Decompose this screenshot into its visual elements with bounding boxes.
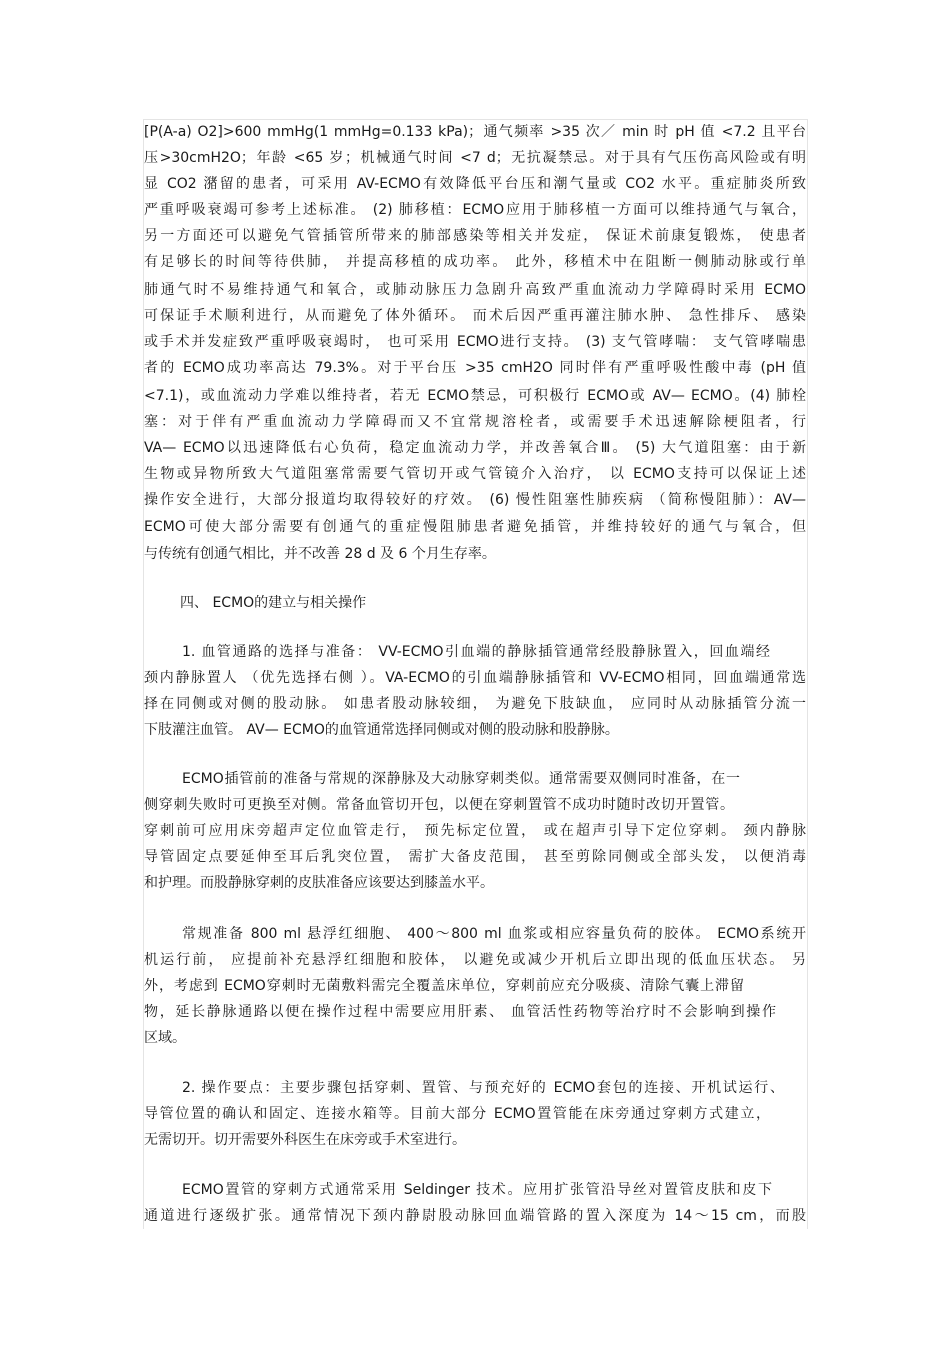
text-line: 操作安全进行，大部分报道均取得较好的疗效。 (6) 慢性阻塞性肺疾病 （简称慢阻肺）：AV— — [144, 492, 806, 508]
text-line: VA— ECMO以迅速降低右心负荷，稳定血流动力学，并改善氧合Ⅲ。 (5) 大气道阻塞：由于新 — [144, 440, 806, 456]
text-line: 者的 ECMO成功率高达 79.3%。对于平台压 >35 cmH2O 同时伴有严重呼吸性酸中毒 (pH 值 — [144, 360, 806, 376]
text-line: 与传统有创通气相比，并不改善 28 d 及 6 个月生存率。 — [144, 546, 496, 562]
text-line: 择在同侧或对侧的股动脉。 如患者股动脉较细， 为避免下肢缺血， 应同时从动脉插管分流一 — [144, 696, 806, 712]
text-line: 2. 操作要点：主要步骤包括穿刺、置管、与预充好的 ECMO套包的连接、开机试运行、 — [182, 1080, 784, 1096]
text-line: 外，考虑到 ECMO穿刺时无菌敷料需完全覆盖床单位，穿刺前应充分吸痰、清除气囊上滞留 — [144, 978, 744, 994]
text-line: 肺通气时不易维持通气和氧合，或肺动脉压力急剧升高致严重血流动力学障碍时采用 ECMO — [144, 282, 806, 298]
text-line: ECMO置管的穿刺方式通常采用 Seldinger 技术。应用扩张管沿导丝对置管皮肤和皮下 — [182, 1182, 772, 1198]
text-line: 颈内静脉置人 （优先选择右侧 ）。VA-ECMO的引血端静脉插管和 VV-ECMO相同，回血端通常选 — [144, 670, 806, 686]
text-line: 可保证手术顺利进行，从而避免了体外循环。 而术后因严重再灌注肺水肿、 急性排斥、 感染 — [144, 308, 806, 324]
text-line: 区域。 — [144, 1030, 186, 1046]
text-line: 严重呼吸衰竭可参考上述标准。 (2) 肺移植：ECMO应用于肺移植一方面可以维持通气与氧合， — [144, 202, 806, 218]
section-heading: 四、 ECMO的建立与相关操作 — [180, 595, 367, 611]
text-line: 导管固定点要延伸至耳后乳突位置， 需扩大备皮范围， 甚至剪除同侧或全部头发， 以便消毒 — [144, 849, 806, 865]
page-frame-top — [143, 119, 808, 120]
text-line: 压>30cmH2O；年龄 <65 岁；机械通气时间 <7 d；无抗凝禁忌。对于具有气压伤高风险或有明 — [144, 150, 806, 166]
text-line: 侧穿刺失败时可更换至对侧。常备血管切开包，以便在穿刺置管不成功时随时改切开置管。 — [144, 797, 734, 813]
text-line: [P(A-a) O2]>600 mmHg(1 mmHg=0.133 kPa)；通气频率 >35 次／ min 时 pH 值 <7.2 且平台 — [144, 124, 806, 140]
text-line: 有足够长的时间等待供肺， 并提高移植的成功率。 此外，移植术中在阻断一侧肺动脉或行单 — [144, 254, 806, 270]
text-line: ECMO插管前的准备与常规的深静脉及大动脉穿刺类似。通常需要双侧同时准备，在一 — [182, 771, 740, 787]
text-line: 无需切开。切开需要外科医生在床旁或手术室进行。 — [144, 1132, 466, 1148]
text-line: 通道进行逐级扩张。通常情况下颈内静尉股动脉回血端管路的置入深度为 14～15 cm，而股 — [144, 1208, 806, 1224]
text-line: <7.1)，或血流动力学难以维持者，若无 ECMO禁忌，可积极行 ECMO或 AV— ECMO。(4) 肺栓 — [144, 388, 806, 404]
text-line: 穿刺前可应用床旁超声定位血管走行， 预先标定位置， 或在超声引导下定位穿刺。 颈内静脉 — [144, 823, 806, 839]
text-line: 另一方面还可以避免气管插管所带来的肺部感染等相关并发症， 保证术前康复锻炼， 使患者 — [144, 228, 806, 244]
text-line: 机运行前， 应提前补充悬浮红细胞和胶体， 以避免或减少开机后立即出现的低血压状态。 另 — [144, 952, 806, 968]
text-line: 塞：对于伴有严重血流动力学障碍而又不宜常规溶栓者，或需要手术迅速解除梗阻者，行 — [144, 414, 806, 430]
text-line: 和护理。而股静脉穿刺的皮肤准备应该要达到膝盖水平。 — [144, 875, 494, 891]
page-frame-right — [807, 119, 808, 1229]
text-line: 或手术并发症致严重呼吸衰竭时， 也可采用 ECMO进行支持。 (3) 支气管哮喘： 支气管哮喘患 — [144, 334, 806, 350]
text-line: 生物或异物所致大气道阻塞常需要气管切开或气管镜介入治疗， 以 ECMO支持可以保证上述 — [144, 466, 806, 482]
text-line: 1. 血管通路的选择与准备： VV-ECMO引血端的静脉插管通常经股静脉置入，回血端经 — [182, 644, 770, 660]
text-line: 下肢灌注血管。 AV— ECMO的血管通常选择同侧或对侧的股动脉和股静脉。 — [144, 722, 619, 738]
text-line: 常规准备 800 ml 悬浮红细胞、 400～800 ml 血浆或相应容量负荷的胶体。 ECMO系统开 — [182, 926, 806, 942]
text-line: 导管位置的确认和固定、连接水箱等。目前大部分 ECMO置管能在床旁通过穿刺方式建立， — [144, 1106, 770, 1122]
text-line: 物，延长静脉通路以便在操作过程中需要应用肝素、 血管活性药物等治疗时不会影响到操作 — [144, 1004, 776, 1020]
text-line: ECMO可使大部分需要有创通气的重症慢阻肺患者避免插管，并维持较好的通气与氧合，但 — [144, 519, 806, 535]
text-line: 显 CO2 潴留的患者，可采用 AV-ECMO有效降低平台压和潮气量或 CO2 水平。重症肺炎所致 — [144, 176, 806, 192]
